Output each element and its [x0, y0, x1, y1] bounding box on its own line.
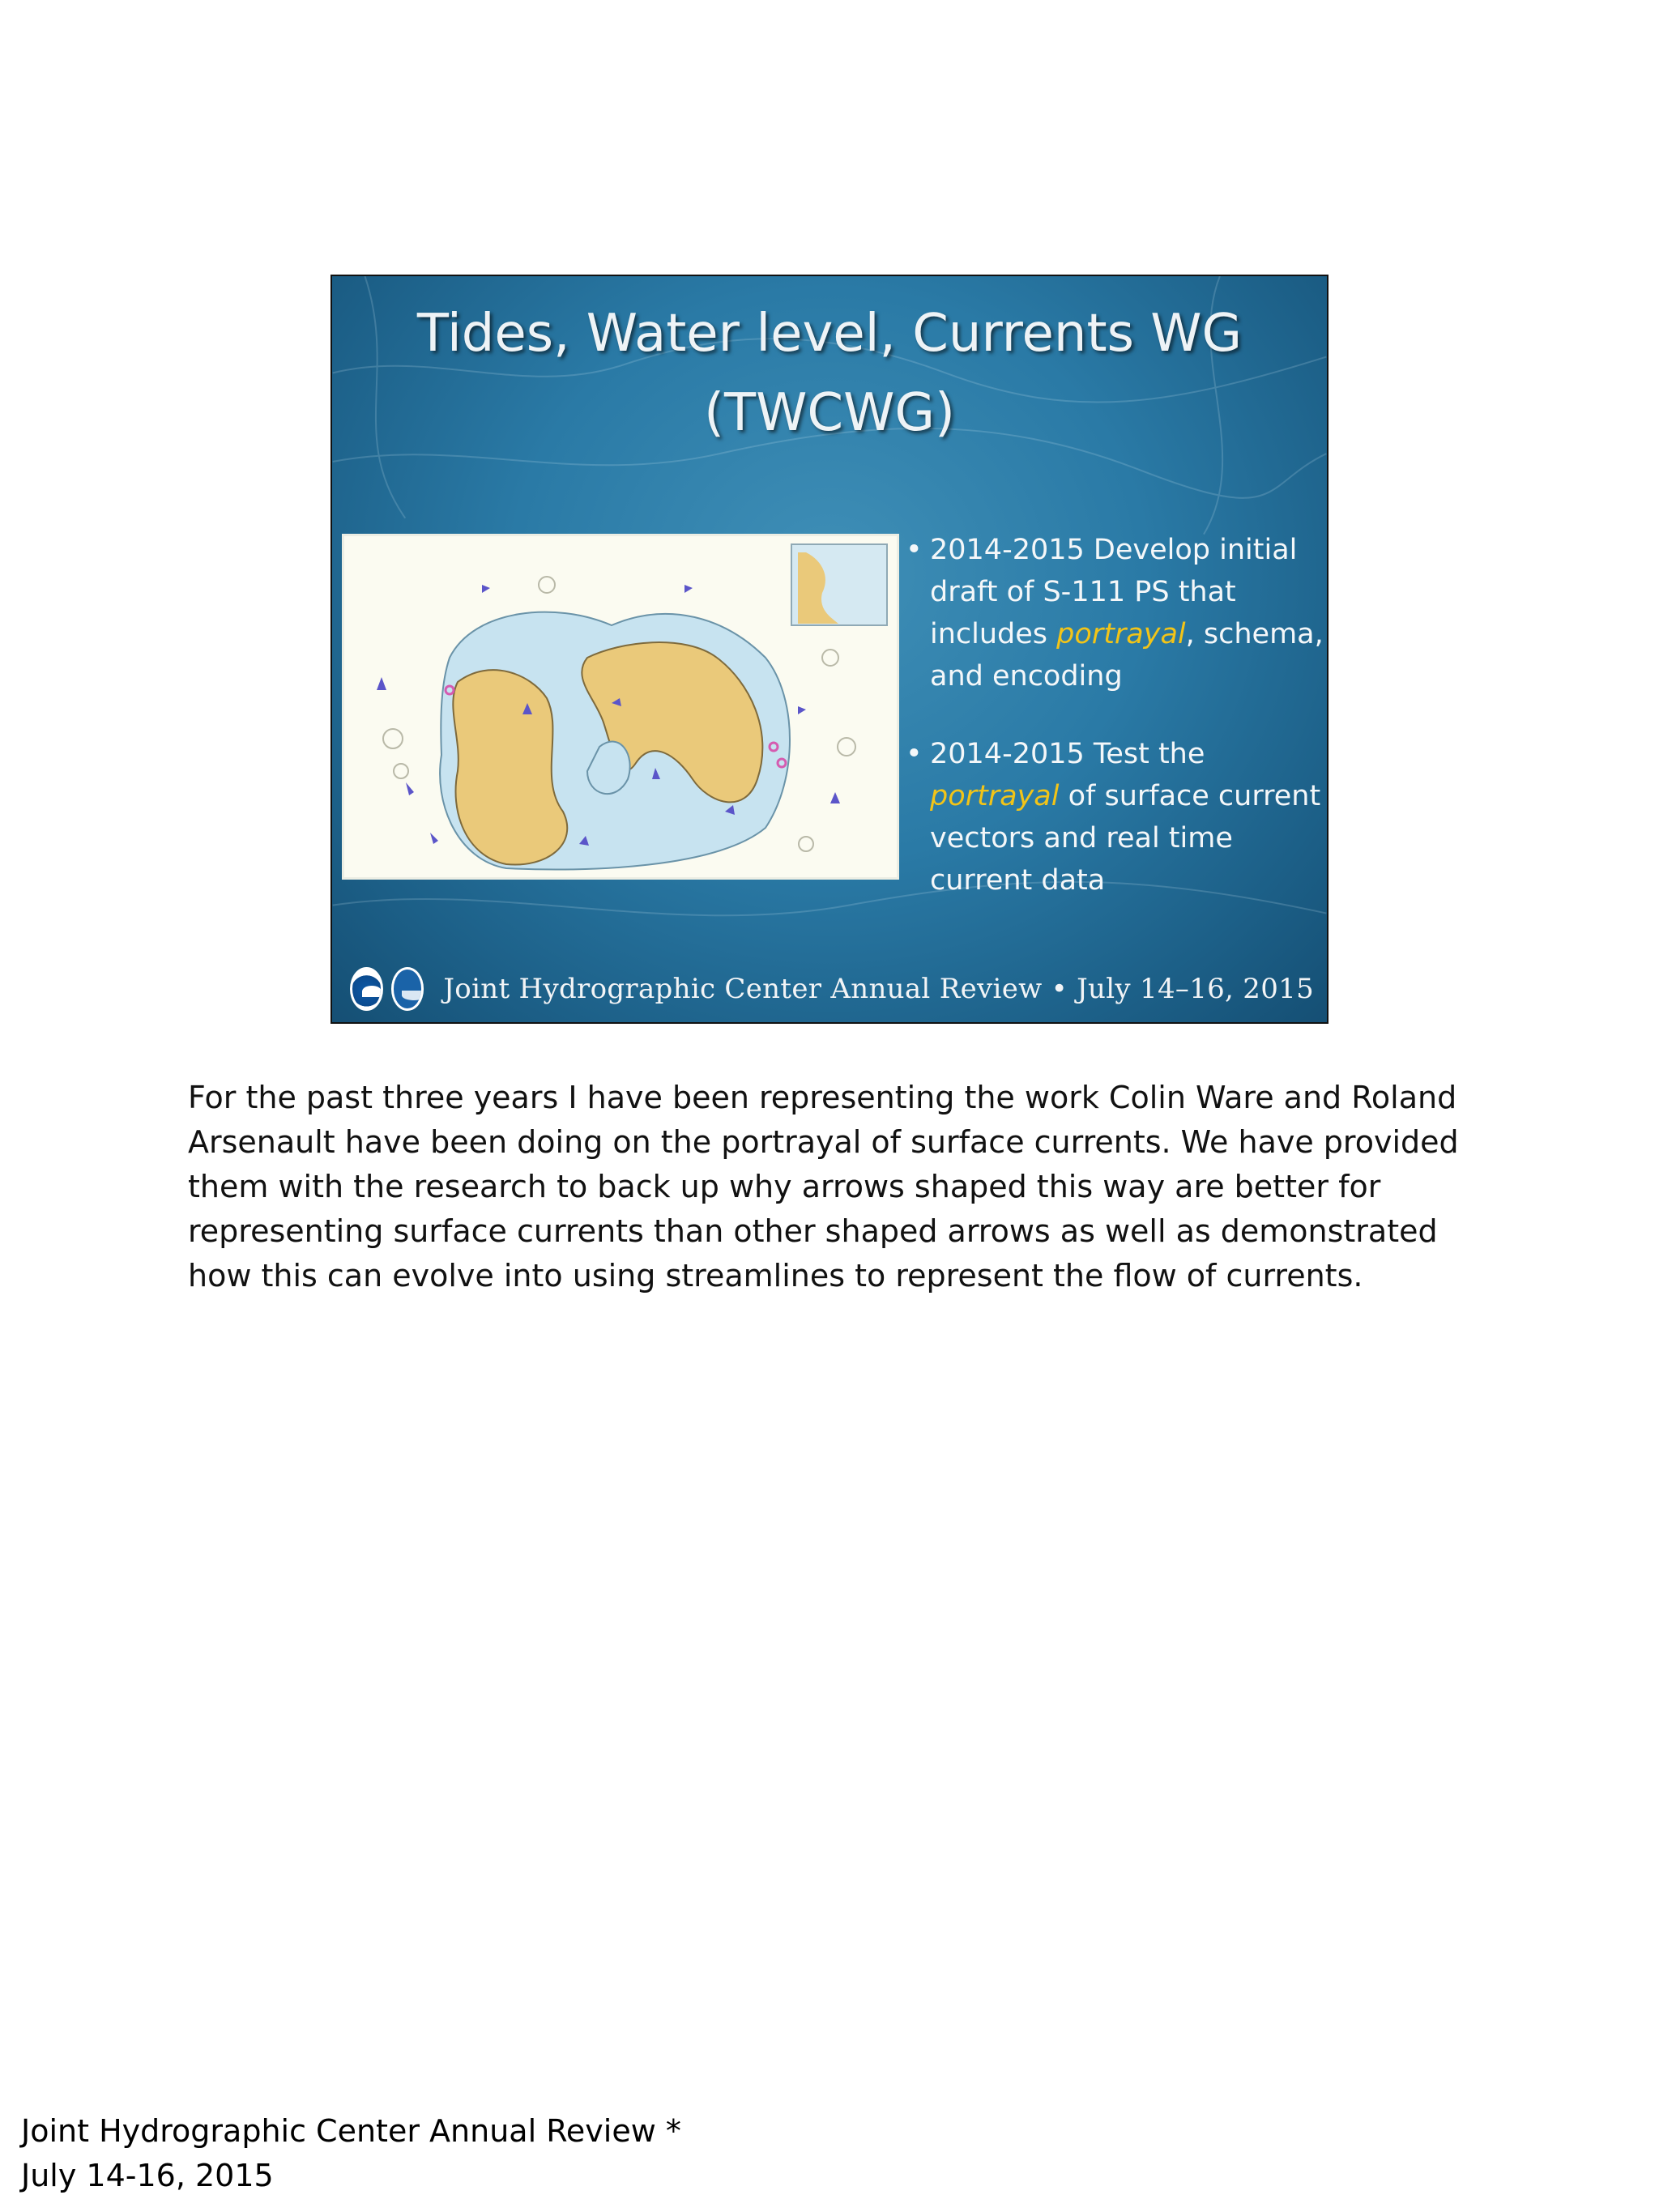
slide-title-line-1: Tides, Water level, Currents WG: [416, 304, 1243, 364]
slide-bullet-1: [906, 529, 1327, 697]
nos-logo-icon: [391, 967, 424, 1011]
slide-footer: [350, 963, 1314, 1015]
bullet-1-text-end: , schema, and encoding: [930, 618, 1324, 693]
page-footer: [21, 2109, 750, 2198]
speaker-notes: For the past three years I have been representing the work Colin Ware and Roland Arsenault have been doing on the portrayal of surface currents. We have provided them with the research to back up why arrows shaped this way are better for representing surface currents than other shaped arrows as well as demonstrated how this can evolve into using streamlines to represent the flow of currents.: [188, 1080, 1459, 1294]
bullet-2-text-end: of surface current vectors and real time current data: [930, 780, 1321, 897]
slide-footer-text: Joint Hydrographic Center Annual Review • July 14–16, 2015: [443, 973, 1314, 1005]
noaa-logo-icon: [350, 967, 383, 1011]
page-footer-line-2: July 14-16, 2015: [21, 2158, 274, 2193]
slide-title: [332, 294, 1327, 453]
bullet-2-highlight: portrayal: [930, 780, 1060, 812]
slide-bullet-list: [906, 529, 1327, 937]
map-graphic: [344, 536, 897, 877]
bullet-2-text: 2014-2015 Test the: [930, 738, 1205, 770]
slide-bullet-2: [906, 733, 1327, 901]
bullet-1-text: 2014-2015 Develop initial draft of S-111 PS that includes: [930, 534, 1298, 650]
chart-map-image: [342, 534, 899, 880]
slide-image: [331, 275, 1328, 1024]
page-footer-line-1: Joint Hydrographic Center Annual Review *: [21, 2113, 681, 2149]
slide-title-line-2: (TWCWG): [704, 383, 955, 443]
bullet-1-highlight: portrayal: [1056, 618, 1186, 650]
